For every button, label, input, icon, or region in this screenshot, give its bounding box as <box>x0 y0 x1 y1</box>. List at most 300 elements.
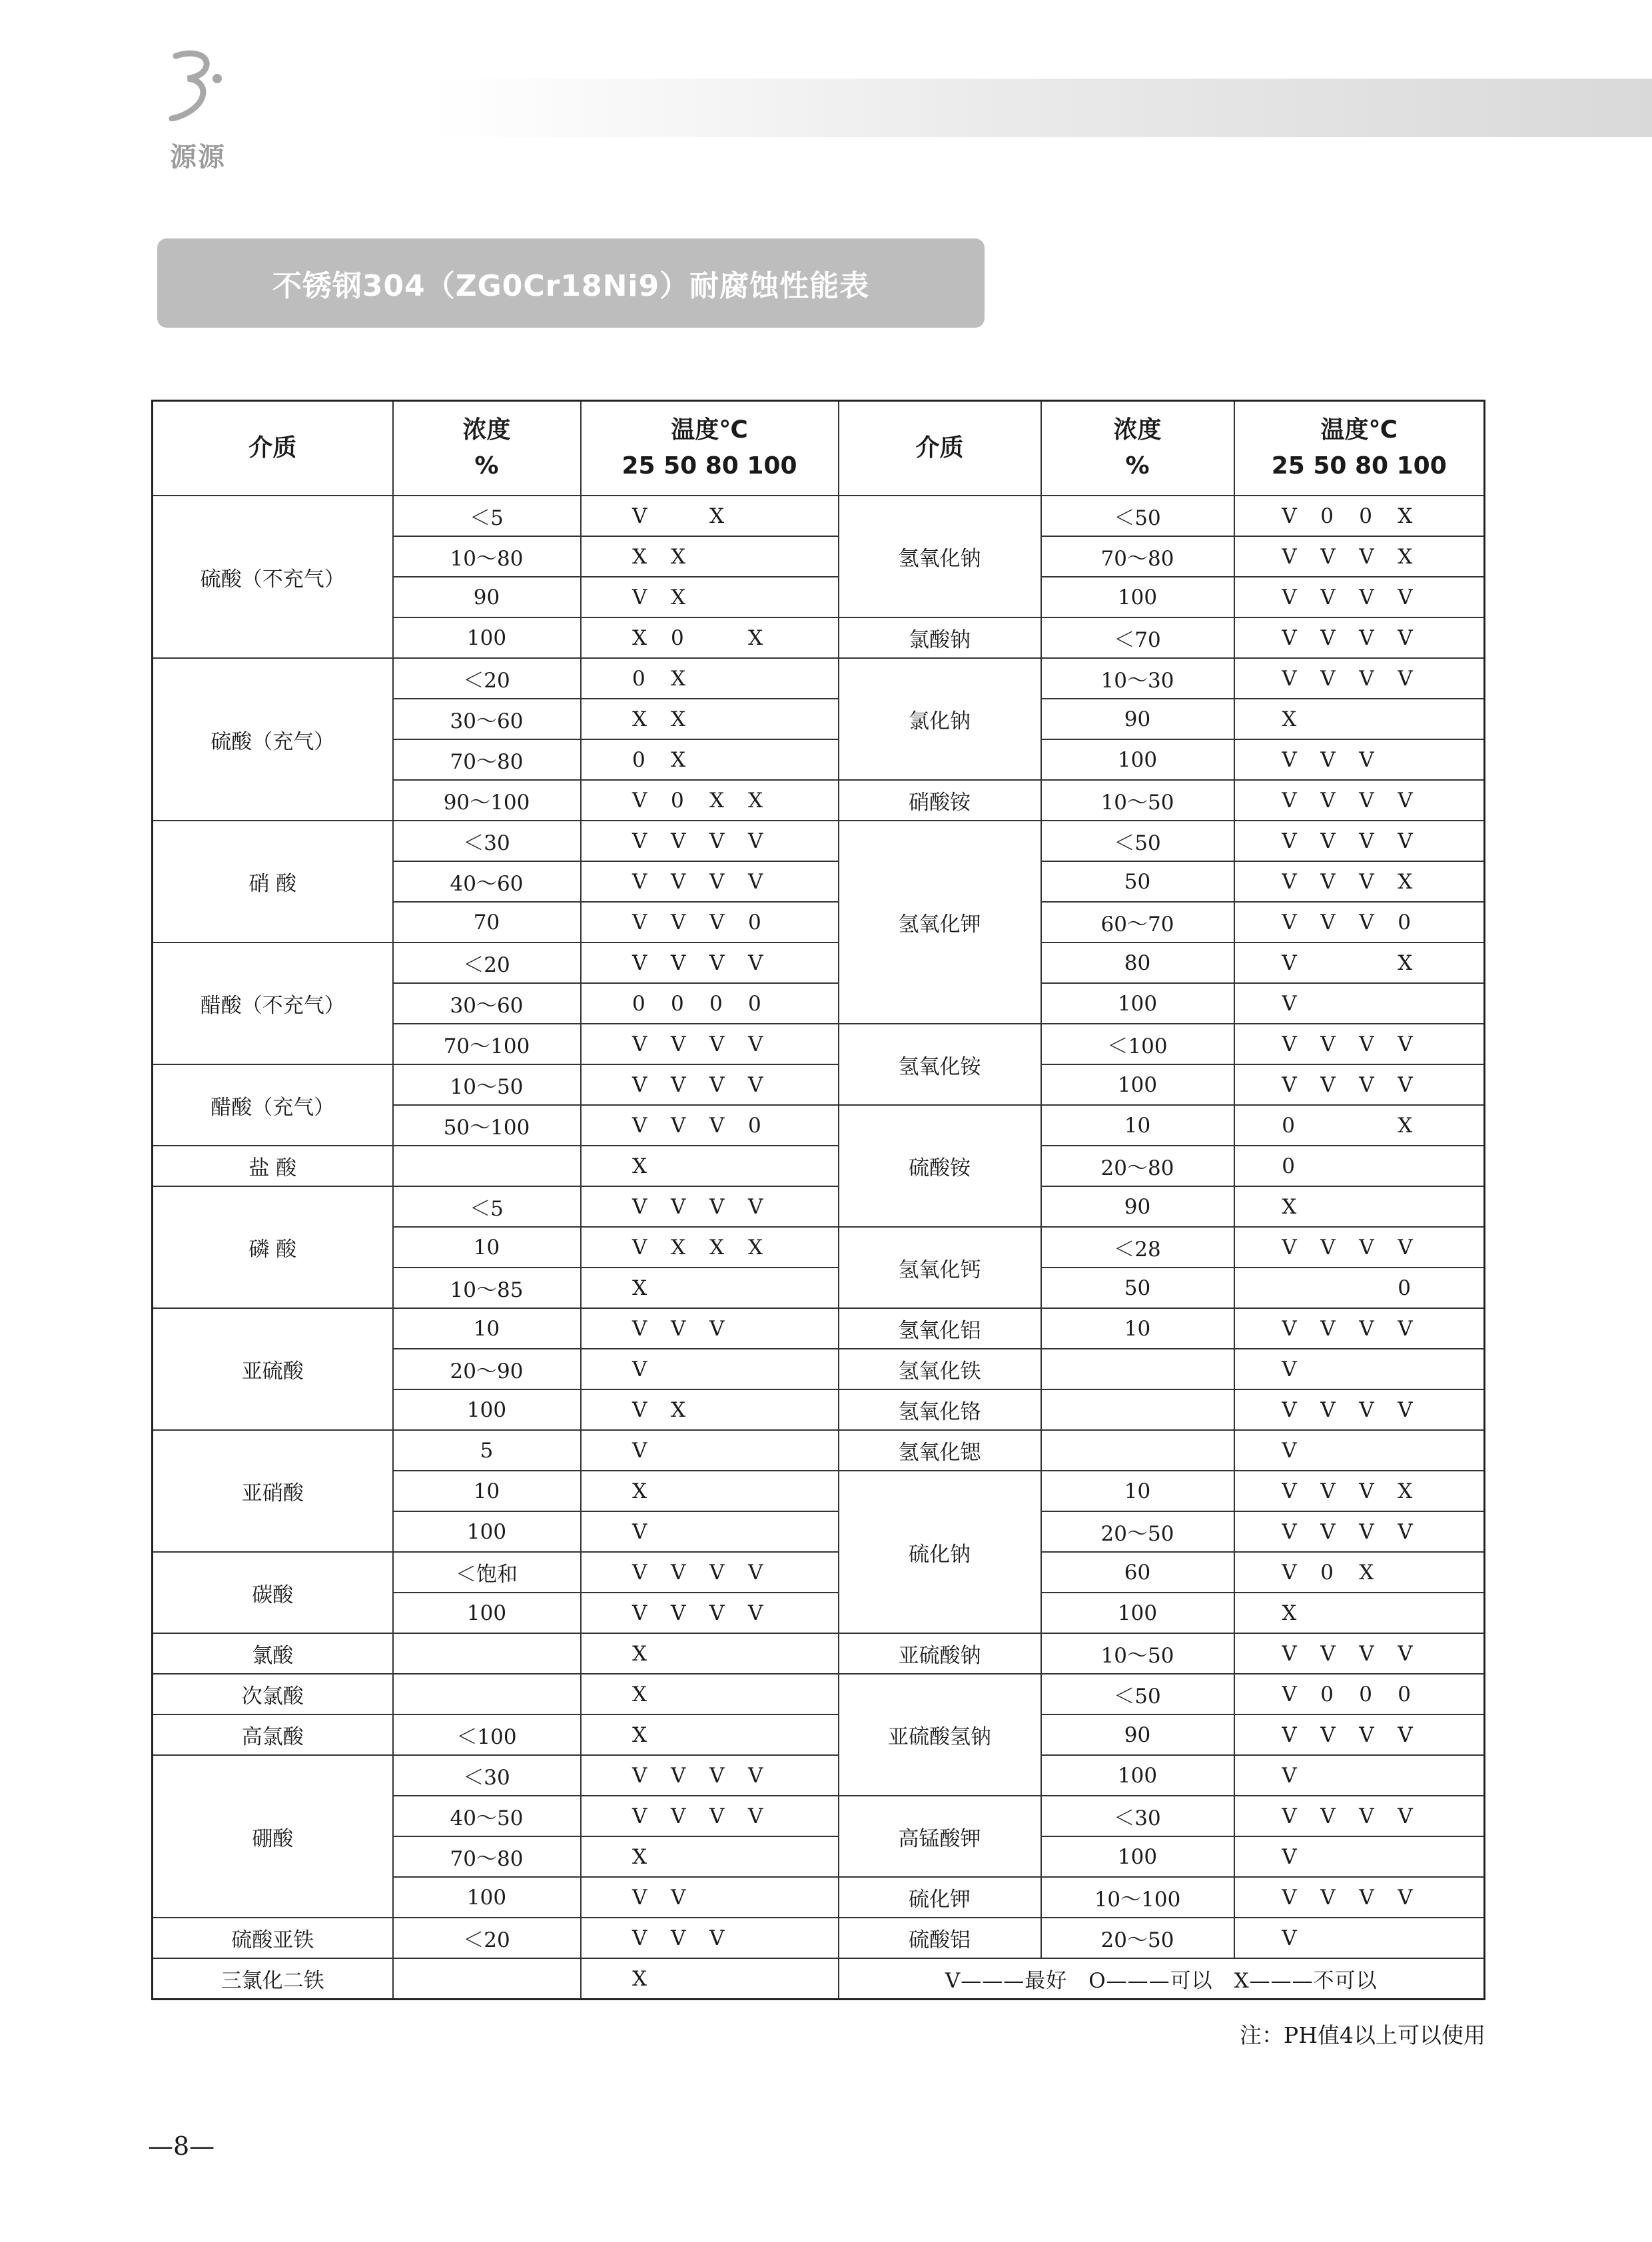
rating-group <box>1282 748 1436 772</box>
concentration-cell: 10～50 <box>1041 1633 1234 1674</box>
table-row <box>153 1064 1485 1105</box>
rating-group <box>1282 951 1436 975</box>
rating-mark: V <box>1320 1479 1336 1504</box>
rating-mark: X <box>671 707 686 732</box>
medium-cell: 高氯酸 <box>153 1714 393 1755</box>
rating-mark: V <box>709 1032 725 1057</box>
concentration-cell <box>1041 1430 1234 1471</box>
rating-mark: V <box>632 504 647 529</box>
concentration-cell: 20～50 <box>1041 1511 1234 1552</box>
rating-mark: V <box>1282 1845 1297 1870</box>
rating-group <box>1282 1398 1436 1422</box>
rating-group <box>1282 1642 1436 1666</box>
rating-mark: V <box>748 1804 763 1829</box>
rating-mark: V <box>709 1114 725 1138</box>
page-number: —8— <box>148 2131 215 2161</box>
rating-cell <box>1234 1511 1485 1552</box>
rating-group <box>1282 1804 1436 1828</box>
medium-cell: 硝 酸 <box>153 821 393 942</box>
rating-mark: V <box>1282 1723 1297 1748</box>
rating-cell <box>1234 699 1485 739</box>
rating-mark: X <box>632 1967 647 1992</box>
rating-mark: V <box>1282 585 1297 610</box>
rating-mark: V <box>632 789 647 813</box>
rating-mark: V <box>671 870 686 895</box>
concentration-cell: 90 <box>1041 1714 1234 1755</box>
rating-mark: V <box>632 1195 647 1220</box>
table-row <box>153 1552 1485 1593</box>
medium-cell: 氢氧化钙 <box>839 1227 1041 1308</box>
rating-mark: X <box>632 1479 647 1504</box>
rating-cell <box>581 1389 839 1430</box>
rating-mark: V <box>1359 829 1374 854</box>
rating-cell <box>1234 780 1485 821</box>
rating-cell <box>1234 1268 1485 1308</box>
concentration-cell: 100 <box>1041 739 1234 780</box>
rating-mark: V <box>1282 1886 1297 1910</box>
rating-cell <box>581 1024 839 1064</box>
rating-cell <box>1234 861 1485 902</box>
rating-cell <box>581 780 839 821</box>
rating-mark: V <box>1320 1642 1336 1667</box>
rating-mark: V <box>1359 1804 1374 1829</box>
rating-mark: X <box>632 1682 647 1707</box>
rating-mark: V <box>1282 748 1297 773</box>
medium-cell: 亚硝酸 <box>153 1430 393 1552</box>
rating-cell <box>581 942 839 983</box>
concentration-cell: ＜100 <box>393 1714 581 1755</box>
concentration-cell: 70～80 <box>393 739 581 780</box>
rating-cell <box>581 739 839 780</box>
concentration-cell: ＜50 <box>1041 1674 1234 1714</box>
rating-group <box>632 1967 787 1991</box>
header-concentration <box>393 401 581 496</box>
rating-group <box>1282 1236 1436 1260</box>
rating-mark: V <box>671 1561 686 1585</box>
table-row <box>153 1430 1485 1471</box>
rating-group <box>1282 585 1436 609</box>
rating-mark: V <box>1320 789 1336 813</box>
concentration-cell: 10 <box>1041 1471 1234 1511</box>
rating-cell <box>1234 1633 1485 1674</box>
rating-group <box>632 1154 787 1178</box>
rating-mark: X <box>1282 1195 1297 1220</box>
medium-cell: 硫酸亚铁 <box>153 1918 393 1958</box>
concentration-cell: 70～80 <box>393 1836 581 1877</box>
concentration-cell <box>393 1674 581 1714</box>
rating-cell <box>1234 536 1485 577</box>
rating-group <box>1282 545 1436 569</box>
rating-mark: V <box>1282 1032 1297 1057</box>
concentration-cell: 50 <box>1041 1268 1234 1308</box>
rating-mark: V <box>671 829 686 854</box>
rating-mark: V <box>632 829 647 854</box>
rating-mark: V <box>748 1195 763 1220</box>
rating-group <box>1282 707 1436 731</box>
rating-mark: V <box>709 951 725 976</box>
rating-mark: V <box>1359 748 1374 773</box>
rating-group <box>632 992 787 1016</box>
rating-group <box>632 626 787 650</box>
rating-mark: 0 <box>1320 1682 1334 1707</box>
rating-mark: V <box>1398 1804 1413 1829</box>
rating-group <box>1282 1317 1436 1341</box>
rating-cell <box>581 617 839 658</box>
rating-mark: 0 <box>671 992 684 1016</box>
rating-cell <box>1234 1593 1485 1633</box>
rating-mark: X <box>1398 1114 1413 1138</box>
concentration-cell <box>393 1958 581 2000</box>
rating-cell <box>581 1105 839 1146</box>
rating-group <box>1282 1845 1436 1869</box>
rating-mark: V <box>671 1926 686 1951</box>
rating-cell <box>1234 1308 1485 1349</box>
rating-mark: V <box>1320 585 1336 610</box>
concentration-cell: ＜28 <box>1041 1227 1234 1268</box>
concentration-cell: ＜20 <box>393 1918 581 1958</box>
rating-group <box>632 1398 787 1422</box>
rating-mark: V <box>1282 951 1297 976</box>
rating-mark: V <box>1320 667 1336 691</box>
rating-cell <box>581 1918 839 1958</box>
rating-mark: 0 <box>1320 504 1334 529</box>
header-conc-label: 浓度 <box>462 416 511 444</box>
table-row <box>153 1308 1485 1349</box>
rating-mark: V <box>1359 545 1374 569</box>
medium-cell: 亚硫酸 <box>153 1308 393 1430</box>
rating-mark: V <box>1282 1926 1297 1951</box>
rating-mark: V <box>1320 748 1336 773</box>
rating-mark: V <box>1282 626 1297 651</box>
rating-group <box>632 748 787 772</box>
rating-cell <box>1234 821 1485 861</box>
rating-mark: 0 <box>632 667 645 691</box>
rating-mark: X <box>709 789 725 813</box>
rating-mark: 0 <box>1282 1154 1295 1179</box>
table-row <box>153 1755 1485 1796</box>
rating-cell <box>1234 1552 1485 1593</box>
concentration-cell: ＜50 <box>1041 821 1234 861</box>
header-temp-label: 温度℃ <box>1320 416 1398 444</box>
rating-mark: V <box>632 1926 647 1951</box>
rating-mark: V <box>1320 1073 1336 1098</box>
concentration-cell: ＜70 <box>1041 617 1234 658</box>
concentration-cell: ＜30 <box>393 821 581 861</box>
rating-mark: V <box>671 951 686 976</box>
medium-cell: 硝酸铵 <box>839 780 1041 821</box>
rating-group <box>632 951 787 975</box>
concentration-cell: ＜饱和 <box>393 1552 581 1593</box>
concentration-cell: 10 <box>393 1308 581 1349</box>
medium-cell: 磷 酸 <box>153 1186 393 1308</box>
rating-mark: V <box>632 1601 647 1626</box>
rating-mark: V <box>748 1601 763 1626</box>
rating-mark: V <box>1282 1073 1297 1098</box>
rating-mark: V <box>1282 789 1297 813</box>
rating-mark: V <box>1320 829 1336 854</box>
table-row <box>153 821 1485 861</box>
rating-mark: V <box>1359 1479 1374 1504</box>
rating-mark: X <box>1282 1601 1297 1626</box>
rating-mark: V <box>748 829 763 854</box>
rating-group <box>1282 1439 1436 1463</box>
header-medium: 介质 <box>839 401 1041 496</box>
rating-mark: V <box>632 1561 647 1585</box>
rating-cell <box>1234 1796 1485 1836</box>
concentration-cell: 100 <box>393 1593 581 1633</box>
rating-mark: V <box>632 870 647 895</box>
rating-mark: V <box>671 1601 686 1626</box>
rating-cell <box>581 1430 839 1471</box>
rating-group <box>632 911 787 934</box>
table-row <box>153 1674 1485 1714</box>
rating-mark: V <box>632 1114 647 1138</box>
rating-cell <box>581 1349 839 1389</box>
rating-cell <box>581 821 839 861</box>
rating-cell <box>581 1674 839 1714</box>
rating-group <box>632 545 787 569</box>
rating-mark: V <box>1320 626 1336 651</box>
rating-cell <box>1234 1755 1485 1796</box>
rating-cell <box>581 1593 839 1633</box>
rating-mark: 0 <box>748 911 761 935</box>
rating-mark: V <box>1398 829 1413 854</box>
rating-mark: V <box>1398 1073 1413 1098</box>
rating-group <box>632 870 787 894</box>
rating-mark: V <box>632 1317 647 1341</box>
concentration-cell: 10 <box>1041 1105 1234 1146</box>
concentration-cell: 20～50 <box>1041 1918 1234 1958</box>
rating-mark: V <box>632 585 647 610</box>
medium-cell: 氢氧化钠 <box>839 496 1041 617</box>
rating-cell <box>581 902 839 942</box>
medium-cell: 硫酸（充气） <box>153 658 393 821</box>
rating-mark: V <box>671 1114 686 1138</box>
rating-cell <box>581 1064 839 1105</box>
rating-mark: V <box>709 1073 725 1098</box>
concentration-cell: 30～60 <box>393 699 581 739</box>
rating-cell <box>1234 1430 1485 1471</box>
rating-cell <box>1234 1186 1485 1227</box>
brand-logo <box>148 48 248 175</box>
table-row <box>153 1958 1485 2000</box>
medium-cell: 氯酸钠 <box>839 617 1041 658</box>
header-temperature <box>1234 401 1485 496</box>
rating-group <box>632 1804 787 1828</box>
header-concentration <box>1041 401 1234 496</box>
concentration-cell: 90 <box>1041 1186 1234 1227</box>
table-row <box>153 1146 1485 1186</box>
rating-group <box>1282 1479 1436 1503</box>
rating-mark: X <box>1359 1561 1374 1585</box>
concentration-cell: 100 <box>1041 983 1234 1024</box>
rating-mark: V <box>1282 1317 1297 1341</box>
rating-mark: V <box>1398 789 1413 813</box>
rating-mark: 0 <box>1359 1682 1372 1707</box>
rating-mark: V <box>1359 870 1374 895</box>
rating-cell <box>581 1836 839 1877</box>
header-temp-values: 25 50 80 100 <box>621 452 797 480</box>
concentration-cell: 10～50 <box>1041 780 1234 821</box>
rating-mark: V <box>1359 626 1374 651</box>
rating-mark: V <box>671 911 686 935</box>
rating-cell <box>1234 1064 1485 1105</box>
rating-mark: V <box>1282 504 1297 529</box>
rating-mark: 0 <box>748 1114 761 1138</box>
rating-group <box>1282 504 1436 528</box>
rating-group <box>1282 667 1436 691</box>
rating-mark: V <box>1398 1723 1413 1748</box>
medium-cell: 盐 酸 <box>153 1146 393 1186</box>
concentration-cell: 100 <box>393 617 581 658</box>
rating-mark: X <box>748 1236 763 1260</box>
rating-group <box>1282 626 1436 650</box>
rating-mark: V <box>1359 911 1374 935</box>
rating-group <box>632 1032 787 1056</box>
concentration-cell: 50 <box>1041 861 1234 902</box>
table-row <box>153 496 1485 536</box>
concentration-cell: ＜100 <box>1041 1024 1234 1064</box>
rating-cell <box>1234 577 1485 617</box>
table-row <box>153 658 1485 699</box>
concentration-cell: 70～100 <box>393 1024 581 1064</box>
rating-group <box>1282 911 1436 934</box>
rating-group <box>1282 1886 1436 1910</box>
rating-mark: V <box>671 1032 686 1057</box>
rating-mark: X <box>632 626 647 651</box>
rating-cell <box>1234 1146 1485 1186</box>
rating-mark: V <box>1320 1398 1336 1423</box>
rating-mark: X <box>1398 1479 1413 1504</box>
rating-mark: V <box>1359 1642 1374 1667</box>
rating-mark: V <box>632 1804 647 1829</box>
rating-mark: V <box>1398 1642 1413 1667</box>
rating-group <box>1282 870 1436 894</box>
rating-cell <box>1234 617 1485 658</box>
rating-group <box>632 789 787 813</box>
rating-group <box>1282 1723 1436 1747</box>
rating-mark: X <box>671 667 686 691</box>
concentration-cell: 70 <box>393 902 581 942</box>
rating-cell <box>581 861 839 902</box>
table-row <box>153 942 1485 983</box>
rating-cell <box>1234 1471 1485 1511</box>
rating-mark: V <box>1359 1073 1374 1098</box>
rating-mark: X <box>709 504 725 529</box>
rating-mark: V <box>1320 911 1336 935</box>
concentration-cell: 100 <box>393 1389 581 1430</box>
rating-mark: V <box>1320 1032 1336 1057</box>
rating-group <box>632 1195 787 1219</box>
brand-name: 源源 <box>170 142 226 173</box>
rating-group <box>1282 829 1436 853</box>
rating-group <box>1282 1073 1436 1097</box>
rating-mark: V <box>709 829 725 854</box>
rating-mark: X <box>632 1276 647 1301</box>
concentration-cell: 10 <box>1041 1308 1234 1349</box>
rating-mark: V <box>1282 1357 1297 1382</box>
rating-group <box>632 1723 787 1747</box>
rating-mark: V <box>1282 1236 1297 1260</box>
medium-cell: 高锰酸钾 <box>839 1796 1041 1877</box>
rating-mark: V <box>1398 1032 1413 1057</box>
rating-mark: V <box>1398 667 1413 691</box>
brand-mark-icon <box>168 48 228 121</box>
rating-mark: 0 <box>671 789 684 813</box>
rating-mark: 0 <box>748 992 761 1016</box>
rating-cell <box>1234 1349 1485 1389</box>
rating-mark: X <box>1398 545 1413 569</box>
rating-mark: V <box>671 1804 686 1829</box>
rating-mark: V <box>671 1317 686 1341</box>
concentration-cell: 10～30 <box>1041 658 1234 699</box>
rating-mark: V <box>1282 1682 1297 1707</box>
concentration-cell: ＜30 <box>393 1755 581 1796</box>
concentration-cell: 40～50 <box>393 1796 581 1836</box>
medium-cell: 氢氧化铵 <box>839 1024 1041 1105</box>
concentration-cell: 40～60 <box>393 861 581 902</box>
rating-group <box>632 1276 787 1300</box>
header-conc-label: 浓度 <box>1113 416 1162 444</box>
medium-cell: 氢氧化铝 <box>839 1308 1041 1349</box>
rating-mark: V <box>1359 1520 1374 1545</box>
rating-mark: V <box>671 1886 686 1910</box>
rating-cell <box>581 1511 839 1552</box>
footnote: 注：PH值4以上可以使用 <box>1240 2022 1485 2048</box>
header-band <box>433 79 1652 137</box>
rating-mark: X <box>671 585 686 610</box>
rating-mark: V <box>1359 1032 1374 1057</box>
concentration-cell: 100 <box>1041 1593 1234 1633</box>
rating-mark: V <box>632 1236 647 1260</box>
rating-group <box>632 1520 787 1544</box>
rating-mark: 0 <box>1282 1114 1295 1138</box>
rating-group <box>632 1682 787 1706</box>
rating-mark: V <box>1282 1479 1297 1504</box>
concentration-cell: ＜20 <box>393 658 581 699</box>
rating-mark: X <box>632 1845 647 1870</box>
medium-cell: 醋酸（充气） <box>153 1064 393 1146</box>
rating-mark: V <box>709 1561 725 1585</box>
rating-group <box>1282 1601 1436 1625</box>
rating-mark: V <box>1282 545 1297 569</box>
rating-cell <box>1234 658 1485 699</box>
rating-mark: X <box>748 789 763 813</box>
rating-cell <box>581 699 839 739</box>
rating-mark: V <box>632 1886 647 1910</box>
header-temp-values: 25 50 80 100 <box>1271 452 1447 480</box>
medium-cell: 次氯酸 <box>153 1674 393 1714</box>
rating-cell <box>1234 496 1485 536</box>
rating-mark: V <box>632 1439 647 1463</box>
rating-group <box>1282 1154 1436 1178</box>
rating-mark: 0 <box>632 992 645 1016</box>
rating-cell <box>581 1227 839 1268</box>
rating-mark: V <box>748 1561 763 1585</box>
rating-group <box>632 1561 787 1585</box>
rating-cell <box>581 1186 839 1227</box>
rating-mark: V <box>748 1032 763 1057</box>
rating-mark: V <box>1398 626 1413 651</box>
medium-cell: 醋酸（不充气） <box>153 942 393 1064</box>
concentration-cell: 20～90 <box>393 1349 581 1389</box>
rating-mark: V <box>709 1804 725 1829</box>
concentration-cell: 5 <box>393 1430 581 1471</box>
concentration-cell: 10 <box>393 1227 581 1268</box>
rating-mark: V <box>1398 585 1413 610</box>
rating-mark: V <box>1282 1398 1297 1423</box>
rating-cell <box>1234 1389 1485 1430</box>
